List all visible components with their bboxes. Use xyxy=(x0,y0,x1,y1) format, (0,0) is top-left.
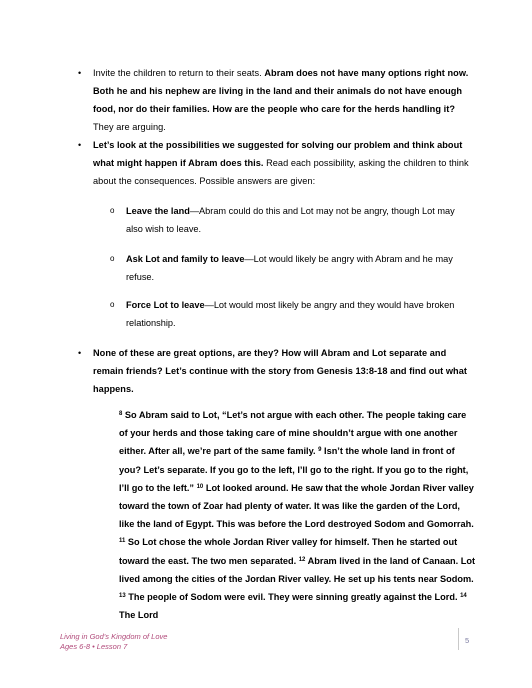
footer-lesson: Ages 6-8 • Lesson 7 xyxy=(60,642,128,651)
bullet-marker: • xyxy=(78,348,82,358)
item-1-text: Invite the children to return to their seats. xyxy=(93,68,265,78)
verse-number: 9 xyxy=(318,447,322,454)
verse-text: The Lord xyxy=(119,610,159,621)
sub-bullet-marker: o xyxy=(110,206,115,215)
verse-number: 11 xyxy=(119,538,126,545)
sub-bullet-marker: o xyxy=(110,300,115,309)
bullet-item-2 xyxy=(93,136,473,190)
option-1-text: —Abram could do this and Lot may not be angry, though Lot may also wish to leave. xyxy=(126,206,455,234)
footer-curriculum-info xyxy=(60,632,167,652)
verse-number: 12 xyxy=(298,556,306,563)
item-2-text: Read each possibility, asking the children to think about the consequences. Possible answers are given: xyxy=(93,158,469,186)
option-force-lot-to-leave xyxy=(126,296,474,332)
item-3-bold: None of these are great options, are they? How will Abram and Lot separate and remain friends? Let’s continue with the story from Genesis 13:8-18 and find out what happens. xyxy=(93,348,467,394)
verse-text: Isn’t the whole land in front of you? Let’s separate. If you go to the left, I’ll go to the right. If you go to the right, I’ll go to the left.” xyxy=(119,446,469,493)
verse-text: Lot looked around. He saw that the whole Jordan River valley toward the town of Zoar had plenty of water. It was like the garden of the Lord, like the land of Egypt. This was before the Lord destroyed Sodom and Gomorrah. xyxy=(119,482,474,530)
bullet-marker: • xyxy=(78,140,82,150)
verse-number: 13 xyxy=(119,593,126,600)
bullet-item-1 xyxy=(93,64,473,136)
item-1-bold: Abram does not have many options right now. Both he and his nephew are living in the land and their animals do not have enough food, nor do their families. How are the people who care for the herds handling it? xyxy=(93,68,469,114)
page-number: 5 xyxy=(465,636,470,645)
option-2-title: Ask Lot and family to leave xyxy=(126,254,245,264)
verse-text: So Lot chose the whole Jordan River valley for himself. Then he started out toward the east. The two men separated. xyxy=(119,537,458,566)
verse-number: 8 xyxy=(119,411,123,417)
option-leave-the-land xyxy=(126,202,474,238)
option-2-text: —Lot would likely be angry with Abram and he may refuse. xyxy=(126,254,453,282)
option-1-title: Leave the land xyxy=(126,206,190,216)
option-3-title: Force Lot to leave xyxy=(126,300,205,310)
verse-number: 14 xyxy=(460,593,467,600)
verse-text: So Abram said to Lot, “Let’s not argue with each other. The people taking care of your herds and those taking care of mine shouldn’t argue with one another either. After all, we’re part of the same family. xyxy=(119,410,467,457)
verse-text: The people of Sodom were evil. They were sinning greatly against the Lord. xyxy=(125,592,458,603)
option-ask-lot-to-leave xyxy=(126,250,474,286)
bullet-marker: • xyxy=(78,68,82,78)
bullet-item-3 xyxy=(93,344,473,398)
item-1-end: They are arguing. xyxy=(93,122,166,132)
sub-bullet-marker: o xyxy=(110,254,115,263)
footer-title: Living in God’s Kingdom of Love xyxy=(60,632,168,641)
item-2-bold: Let’s look at the possibilities we suggested for solving our problem and think about what might happen if Abram does this. xyxy=(93,140,463,168)
verse-text: Abram lived in the land of Canaan. Lot lived among the cities of the Jordan River valley. He set up his tents near Sodom. xyxy=(119,555,476,584)
verse-number: 10 xyxy=(196,483,204,490)
footer-divider xyxy=(458,628,459,650)
scripture-passage xyxy=(119,406,477,624)
option-3-text: —Lot would most likely be angry and they would have broken relationship. xyxy=(126,300,455,328)
